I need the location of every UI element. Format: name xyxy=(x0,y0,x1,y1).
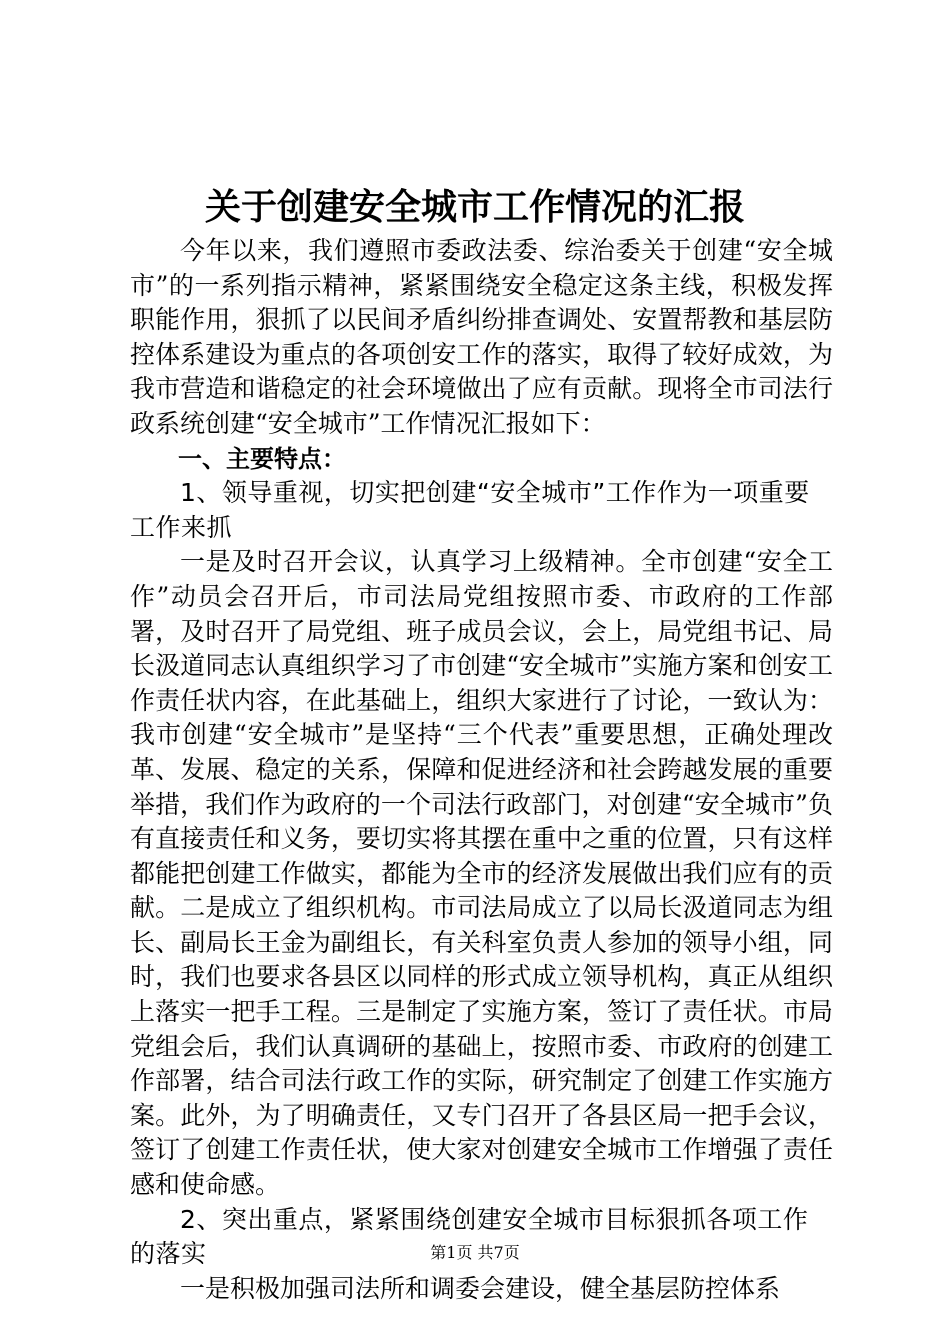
section-heading-main-features: 一、主要特点： xyxy=(178,444,346,473)
intro-paragraph: 今年以来，我们遵照市委政法委、综治委关于创建“安全城市”的一系列指示精神，紧紧围绕安全稳定这条主线，积极发挥职能作用，狠抓了以民间矛盾纠纷排查调处、安置帮教和基层防控体系建设为重点的各项创安工作的落实，取得了较好成效，为我市营造和谐稳定的社会环境做出了应有贡献。现将全市司法行政系统创建“安全城市”工作情况汇报如下： xyxy=(130,236,833,438)
page-footer: 第1页 共7页 xyxy=(430,1243,520,1262)
subheading-leadership: 1、领导重视，切实把创建“安全城市”工作作为一项重要工作来抓 xyxy=(130,478,810,542)
subheading-key-points: 2、突出重点，紧紧围绕创建安全城市目标狠抓各项工作的落实 xyxy=(130,1204,809,1269)
leadership-paragraph: 一是及时召开会议，认真学习上级精神。全市创建“安全工作”动员会召开后，市司法局党组按照市委、市政府的工作部署，及时召开了局党组、班子成员会议，会上，局党组书记、局长汲道同志认真组织学习了市创建“安全城市”实施方案和创安工作责任状内容，在此基础上，组织大家进行了讨论，一致认为：我市创建“安全城市”是坚持“三个代表”重要思想，正确处理改革、发展、稳定的关系，保障和促进经济和社会跨越发展的重要举措，我们作为政府的一个司法行政部门，对创建“安全城市”负有直接责任和义务，要切实将其摆在重中之重的位置，只有这样都能把创建工作做实，都能为全市的经济发展做出我们应有的贡献。二是成立了组织机构。市司法局成立了以局长汲道同志为组长、副局长王金为副组长，有关科室负责人参加的领导小组，同时，我们也要求各县区以同样的形式成立领导机构，真正从组织上落实一把手工程。三是制定了实施方案，签订了责任状。市局党组会后，我们认真调研的基础上，按照市委、市政府的创建工作部署，结合司法行政工作的实际，研究制定了创建工作实施方案。此外，为了明确责任，又专门召开了各县区局一把手会议，签订了创建工作责任状，使大家对创建安全城市工作增强了责任感和使命感。 xyxy=(130,547,833,1200)
judicial-office-paragraph: 一是积极加强司法所和调委会建设，健全基层防控体系 xyxy=(180,1273,781,1303)
document-title: 关于创建安全城市工作情况的汇报 xyxy=(204,187,745,228)
document-body xyxy=(130,234,833,1306)
